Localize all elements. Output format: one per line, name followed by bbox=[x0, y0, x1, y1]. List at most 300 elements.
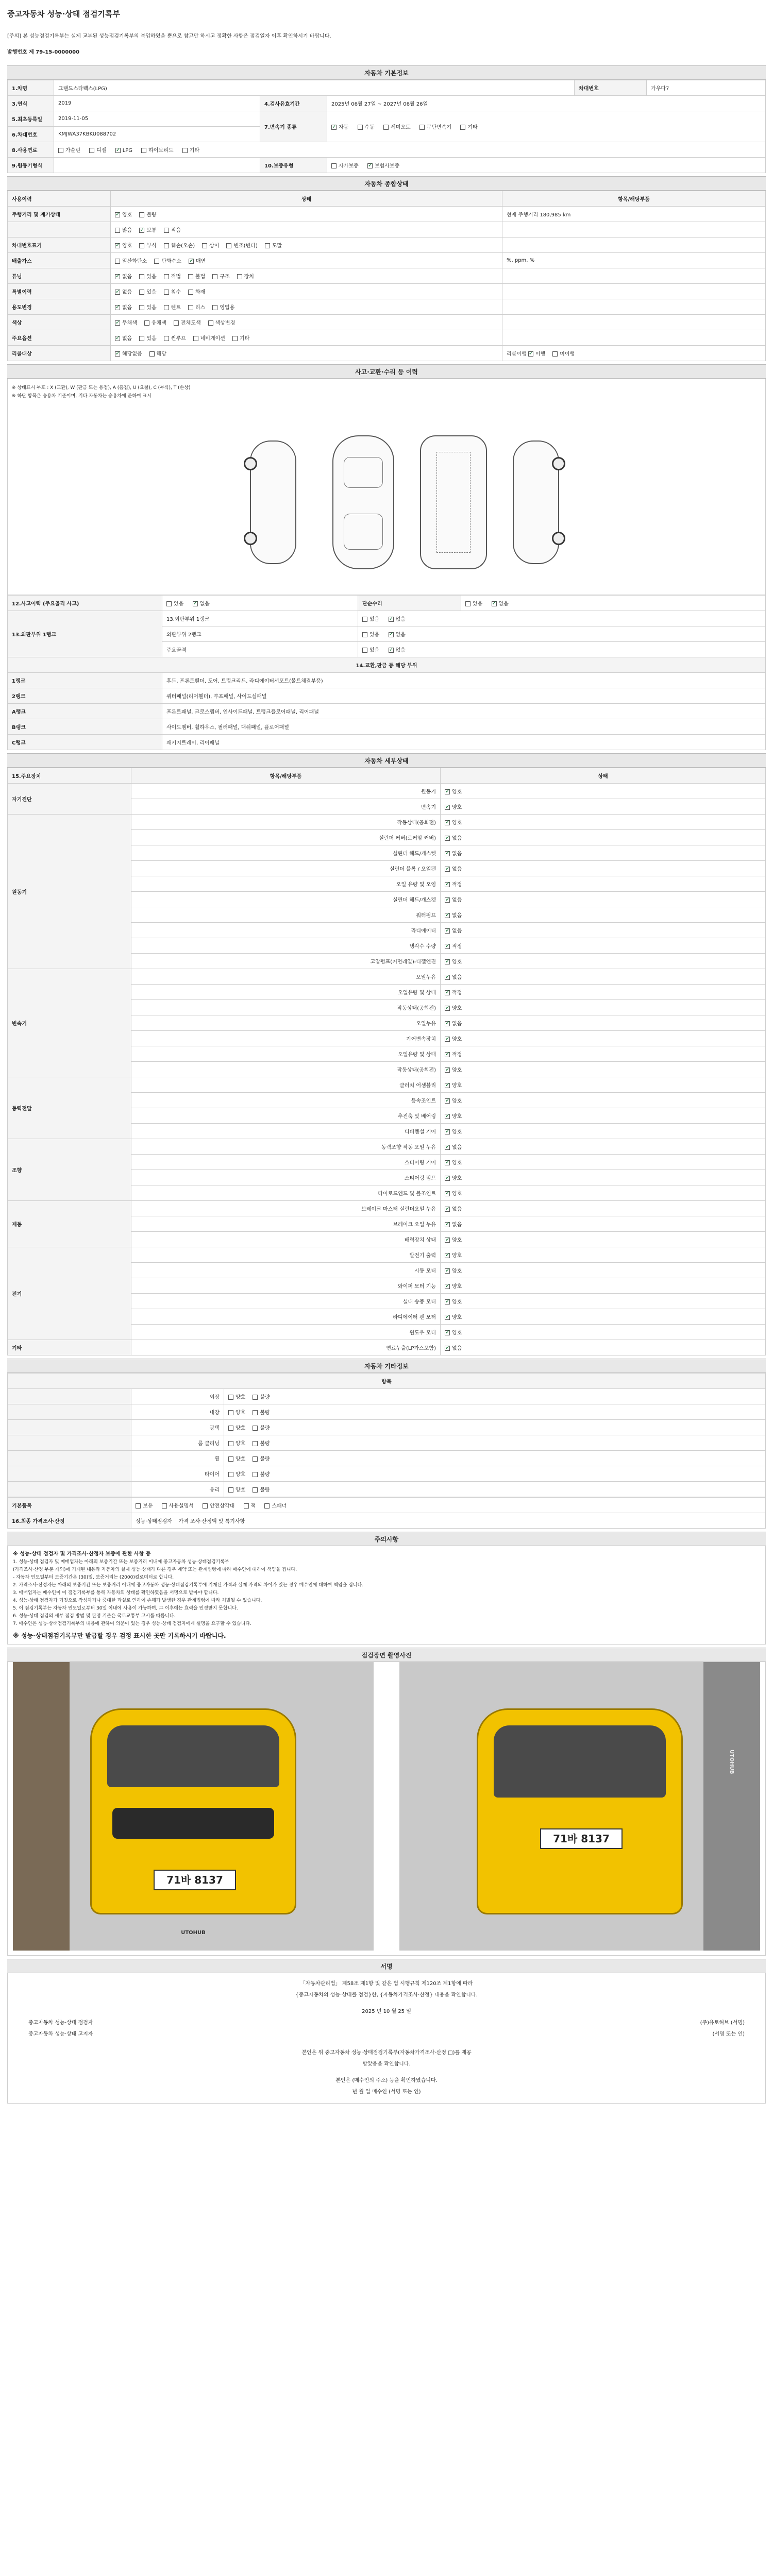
note-line: 5. 이 점검기록부는 자동차 인도일로부터 30일 이내에 사용이 가능하며, 그 이후에는 효력을 인정받지 못합니다. bbox=[13, 1606, 238, 1611]
option-label: 양호 bbox=[452, 1114, 462, 1120]
part-rank: 1랭크 bbox=[8, 673, 162, 688]
checkbox bbox=[228, 1441, 233, 1446]
checkbox bbox=[445, 805, 450, 810]
detail-row bbox=[8, 784, 766, 799]
checkbox bbox=[445, 1330, 450, 1335]
detail-item: 라디에이터 팬 모터 bbox=[131, 1309, 441, 1325]
detail-item: 오일누유 bbox=[131, 969, 441, 985]
sig-line: 「자동차관리법」 제58조 제1항 및 같은 법 시행규칙 제120조 제1항에 따라 bbox=[300, 1981, 473, 1987]
checkbox bbox=[174, 320, 179, 326]
checkbox bbox=[253, 1395, 258, 1400]
accident-label: 단순수리 bbox=[358, 596, 461, 611]
checkbox bbox=[228, 1487, 233, 1493]
option bbox=[445, 1282, 462, 1290]
detail-group: 기타 bbox=[8, 1340, 131, 1355]
option bbox=[228, 1470, 245, 1478]
accident-table bbox=[7, 595, 766, 750]
detail-row bbox=[8, 1340, 766, 1355]
option-label: 양호 bbox=[236, 1487, 246, 1493]
checkbox bbox=[389, 648, 394, 653]
checkbox bbox=[226, 243, 231, 248]
detail-item: 오일유량 및 상태 bbox=[131, 1046, 441, 1062]
option bbox=[445, 880, 462, 888]
checkbox bbox=[445, 1176, 450, 1181]
option-label: 양호 bbox=[452, 1238, 462, 1243]
detail-item: 원동기 bbox=[131, 784, 441, 799]
overall-table bbox=[7, 191, 766, 361]
checkbox bbox=[228, 1395, 233, 1400]
option bbox=[445, 973, 462, 980]
other-row bbox=[8, 1389, 766, 1404]
checkbox bbox=[136, 1503, 141, 1509]
option-label: 있음 bbox=[146, 290, 157, 295]
overall-right bbox=[502, 253, 766, 268]
option-label: 불량 bbox=[146, 212, 157, 218]
overall-options bbox=[111, 253, 502, 268]
overall-row bbox=[8, 299, 766, 315]
overall-options bbox=[111, 284, 502, 299]
detail-item: 브레이크 마스터 실린더오일 누유 bbox=[131, 1201, 441, 1216]
option-label: 변조(변타) bbox=[233, 243, 258, 249]
overall-options bbox=[111, 207, 502, 222]
option bbox=[115, 349, 142, 357]
option bbox=[139, 287, 156, 295]
other-bar: 자동차 기타정보 bbox=[7, 1359, 766, 1373]
header-cell: 상태 bbox=[111, 191, 502, 207]
detail-item: 워터펌프 bbox=[131, 907, 441, 923]
option-label: 양호 bbox=[452, 1006, 462, 1011]
sig-label: 중고자동차 성능·상태 점검자 bbox=[28, 2020, 93, 2026]
detail-status bbox=[441, 861, 766, 876]
basic-items-label: 기본품목 bbox=[8, 1498, 131, 1513]
part-items: 쿼터패널(리어휀더), 루프패널, 사이드실패널 bbox=[162, 688, 766, 704]
accident-sub: 13.외판부위 1랭크 bbox=[162, 611, 358, 626]
option-label: 있음 bbox=[146, 274, 157, 280]
accident-section bbox=[7, 364, 766, 750]
option-label: 불량 bbox=[260, 1472, 270, 1478]
checkbox bbox=[244, 1503, 249, 1509]
checkbox bbox=[139, 243, 144, 248]
checkbox bbox=[445, 1021, 450, 1026]
detail-group: 원동기 bbox=[8, 815, 131, 969]
option bbox=[445, 1004, 462, 1011]
checkbox bbox=[164, 305, 169, 310]
other-status bbox=[224, 1435, 766, 1451]
checkbox bbox=[445, 867, 450, 872]
other-group bbox=[8, 1482, 131, 1497]
checkbox bbox=[445, 836, 450, 841]
detail-status bbox=[441, 1201, 766, 1216]
wheel bbox=[552, 532, 565, 545]
checkbox bbox=[492, 601, 497, 606]
option-label: 적법 bbox=[171, 274, 181, 280]
checkbox bbox=[115, 259, 120, 264]
photos-section bbox=[7, 1648, 766, 1956]
notes-lines bbox=[13, 1558, 760, 1628]
overall-row bbox=[8, 238, 766, 253]
basic-label: 8.사용연료 bbox=[8, 142, 54, 158]
option-label: 불법 bbox=[195, 274, 206, 280]
checkbox bbox=[445, 913, 450, 918]
option bbox=[445, 988, 462, 996]
accident-label: 13.외판부위 1랭크 bbox=[8, 611, 162, 657]
checkbox bbox=[445, 1299, 450, 1304]
option bbox=[174, 318, 201, 326]
front-photo bbox=[13, 1662, 374, 1951]
checkbox bbox=[208, 320, 213, 326]
option-label: 유채색 bbox=[151, 320, 166, 326]
photos-bar: 점검장면 촬영사진 bbox=[7, 1648, 766, 1662]
other-row bbox=[8, 1420, 766, 1435]
option bbox=[445, 787, 462, 795]
detail-item: 변속기 bbox=[131, 799, 441, 815]
header-cell: 15.주요장치 bbox=[8, 768, 131, 784]
checkbox bbox=[188, 274, 193, 279]
option bbox=[445, 1035, 462, 1042]
detail-status bbox=[441, 1108, 766, 1124]
option bbox=[253, 1423, 270, 1431]
option-label: 없음 bbox=[452, 897, 462, 903]
option-label: 불량 bbox=[260, 1487, 270, 1493]
option bbox=[139, 241, 156, 249]
option bbox=[445, 1081, 462, 1089]
detail-status bbox=[441, 907, 766, 923]
accident-options: 있음 ✓ 없음 bbox=[358, 611, 766, 626]
parts-subbar: 14.교환,판금 등 해당 부위 bbox=[8, 657, 766, 673]
detail-group: 조향 bbox=[8, 1139, 131, 1201]
wheel bbox=[552, 457, 565, 470]
sig-line: 년 월 일 매수인 (서명 또는 인) bbox=[352, 2089, 421, 2095]
checkbox bbox=[253, 1441, 258, 1446]
checkbox bbox=[253, 1472, 258, 1477]
overall-right bbox=[502, 268, 766, 284]
checkbox bbox=[419, 125, 425, 130]
checkbox bbox=[445, 1253, 450, 1258]
option bbox=[445, 1158, 462, 1166]
option-label: 양호 bbox=[452, 1330, 462, 1336]
option bbox=[228, 1423, 245, 1431]
checkbox bbox=[331, 163, 337, 168]
detail-status bbox=[441, 1062, 766, 1077]
detail-item: 스티어링 펌프 bbox=[131, 1170, 441, 1185]
checkbox bbox=[552, 351, 558, 357]
option-label: 영업용 bbox=[220, 305, 235, 311]
checkbox bbox=[139, 336, 144, 341]
checkbox bbox=[358, 125, 363, 130]
overall-label: 주행거리 및 계기상태 bbox=[8, 207, 111, 222]
note-line: 2. 가격조사·산정자는 아래의 보증기간 또는 보증거리 이내에 중고자동차 성능·상태점검기록부에 기재된 가격과 실제 가격의 차이가 있는 경우 매수인에 대하여 책임을 집니다. bbox=[13, 1583, 364, 1588]
checkbox bbox=[115, 228, 120, 233]
note-line: 6. 성능·상태 점검의 세부 점검 방법 및 판정 기준은 국토교통부 고시를 따릅니다. bbox=[13, 1614, 176, 1619]
option bbox=[445, 1143, 462, 1150]
checkbox bbox=[164, 336, 169, 341]
other-group bbox=[8, 1404, 131, 1420]
checkbox bbox=[141, 148, 146, 153]
option-label: 구조 bbox=[220, 274, 230, 280]
overall-row bbox=[8, 346, 766, 361]
option-label: 없음 bbox=[122, 290, 132, 295]
overall-options bbox=[111, 299, 502, 315]
checkbox bbox=[232, 336, 238, 341]
overall-right bbox=[502, 330, 766, 346]
checkbox bbox=[115, 274, 120, 279]
option-label: 장치 bbox=[244, 274, 254, 280]
checkbox bbox=[164, 228, 169, 233]
option-label: 양호 bbox=[236, 1441, 246, 1447]
option bbox=[528, 349, 545, 357]
other-item: 내장 bbox=[131, 1404, 224, 1420]
option-label: 불량 bbox=[260, 1426, 270, 1431]
other-item: 외장 bbox=[131, 1389, 224, 1404]
other-row bbox=[8, 1466, 766, 1482]
option-label: 기타 bbox=[239, 336, 250, 342]
wheel bbox=[244, 532, 257, 545]
detail-status bbox=[441, 1031, 766, 1046]
basic-label: 9.원동기형식 bbox=[8, 158, 54, 173]
other-item: 타이어 bbox=[131, 1466, 224, 1482]
detail-item: 스티어링 기어 bbox=[131, 1155, 441, 1170]
option-label: 없음 bbox=[452, 1207, 462, 1212]
wheel bbox=[244, 457, 257, 470]
accident-options: 있음 ✓ 없음 bbox=[162, 596, 358, 611]
option bbox=[445, 834, 462, 841]
option bbox=[115, 210, 132, 218]
option-label: 화재 bbox=[195, 290, 206, 295]
overall-row bbox=[8, 315, 766, 330]
option-label: 이행 bbox=[535, 351, 546, 357]
notes-body bbox=[7, 1546, 766, 1645]
detail-row bbox=[8, 1201, 766, 1216]
option bbox=[445, 818, 462, 826]
detail-status bbox=[441, 1015, 766, 1031]
overall-options bbox=[111, 268, 502, 284]
fuel-options: 가솔린 디젤 ✓ LPG 하이브리드 기타 bbox=[54, 142, 766, 158]
checkbox bbox=[445, 1346, 450, 1351]
option-label: 일산화탄소 bbox=[122, 259, 147, 264]
checkbox bbox=[212, 305, 217, 310]
vin-value: 가우다7 bbox=[647, 80, 766, 96]
checkbox bbox=[164, 274, 169, 279]
checkbox bbox=[115, 336, 120, 341]
option-label: 없음 bbox=[122, 336, 132, 342]
other-table bbox=[7, 1373, 766, 1497]
option bbox=[115, 334, 132, 342]
header-cell: 항목/해당부품 bbox=[502, 191, 766, 207]
detail-status bbox=[441, 1216, 766, 1232]
sig-line: {중고자동차의 성능·상태를 점검}한, {자동차가격조사·산정} 내용을 확인합니다. bbox=[295, 1992, 478, 1998]
option-label: 불량 bbox=[260, 1456, 270, 1462]
checkbox bbox=[164, 290, 169, 295]
option bbox=[188, 272, 205, 280]
checkbox bbox=[445, 990, 450, 995]
basic-value: 2019 bbox=[54, 96, 260, 111]
other-row bbox=[8, 1435, 766, 1451]
car-left-view bbox=[250, 440, 296, 564]
right-value: 180,985 km bbox=[540, 212, 571, 218]
option bbox=[212, 272, 229, 280]
sig-line: 본인은 (매수인의 주소) 등을 확인하였습니다. bbox=[335, 2078, 438, 2083]
checkbox bbox=[228, 1456, 233, 1462]
other-section bbox=[7, 1359, 766, 1529]
option bbox=[445, 1313, 462, 1320]
basic-value: 2019-11-05 bbox=[54, 111, 260, 127]
option bbox=[202, 241, 219, 249]
option-label: 적음 bbox=[171, 228, 181, 233]
overall-label: 주요옵션 bbox=[8, 330, 111, 346]
option bbox=[115, 287, 132, 295]
notes-footer: ※ 성능·상태점검기록부만 발급할 경우 검정 표시한 곳만 기록하시기 바랍니다. bbox=[13, 1632, 226, 1639]
basic-value: 그랜드스타렉스(LPG) bbox=[54, 80, 575, 96]
option-label: 없음 bbox=[452, 836, 462, 841]
basic-label: 6.차대번호 bbox=[8, 127, 54, 142]
detail-status bbox=[441, 1294, 766, 1309]
detail-row bbox=[8, 1139, 766, 1155]
option bbox=[265, 241, 282, 249]
overall-label: 리콜대상 bbox=[8, 346, 111, 361]
option bbox=[445, 1096, 462, 1104]
license-plate: 71바 8137 bbox=[154, 1870, 236, 1890]
detail-item: 작동상태(공회전) bbox=[131, 815, 441, 830]
overall-label: 용도변경 bbox=[8, 299, 111, 315]
checkbox bbox=[166, 601, 172, 606]
option bbox=[253, 1485, 270, 1493]
option-label: 적정 bbox=[452, 882, 462, 888]
other-status bbox=[224, 1404, 766, 1420]
option bbox=[139, 303, 156, 311]
option-label: 상이 bbox=[209, 243, 220, 249]
checkbox bbox=[389, 632, 394, 637]
basic-label: 5.최초등록일 bbox=[8, 111, 54, 127]
option-label: 훼손(오손) bbox=[171, 243, 195, 249]
overall-section bbox=[7, 176, 766, 361]
other-item: 광택 bbox=[131, 1420, 224, 1435]
license-plate: 71바 8137 bbox=[540, 1828, 623, 1849]
basic-value: 2025년 06월 27일 ~ 2027년 06월 26일 bbox=[327, 96, 766, 111]
overall-right bbox=[502, 299, 766, 315]
checkbox bbox=[331, 125, 337, 130]
other-item: 유리 bbox=[131, 1482, 224, 1497]
overall-row bbox=[8, 330, 766, 346]
option-label: 양호 bbox=[452, 1037, 462, 1042]
detail-status bbox=[441, 1139, 766, 1155]
option bbox=[253, 1393, 270, 1400]
option bbox=[228, 1485, 245, 1493]
detail-item: 연료누출(LP가스포함) bbox=[131, 1340, 441, 1355]
overall-label: 튜닝 bbox=[8, 268, 111, 284]
option-label: 없음 bbox=[452, 913, 462, 919]
notes-section bbox=[7, 1532, 766, 1645]
option-label: 없음 bbox=[452, 851, 462, 857]
option bbox=[445, 1065, 462, 1073]
sig-row bbox=[8, 2029, 765, 2040]
detail-item: 오일누유 bbox=[131, 1015, 441, 1031]
basic-table bbox=[7, 80, 766, 173]
brand-text: UTOHUB bbox=[181, 1930, 206, 1936]
pricing-label: 16.최종 가격조사·산정 bbox=[8, 1513, 131, 1529]
option bbox=[445, 1297, 462, 1305]
option-label: 리스 bbox=[195, 305, 206, 311]
checkbox bbox=[445, 820, 450, 825]
overall-row bbox=[8, 207, 766, 222]
option-label: 양호 bbox=[236, 1410, 246, 1416]
detail-item: 디퍼렌셜 기어 bbox=[131, 1124, 441, 1139]
note-line: 3. 매매업자는 매수인이 이 점검기록부를 통해 자동차의 상태를 확인하였음을 서명으로 받아야 합니다. bbox=[13, 1590, 219, 1596]
detail-status bbox=[441, 1325, 766, 1340]
detail-status bbox=[441, 938, 766, 954]
option-label: 양호 bbox=[452, 1067, 462, 1073]
detail-group: 전기 bbox=[8, 1247, 131, 1340]
option bbox=[445, 942, 462, 950]
option-label: 색상변경 bbox=[215, 320, 236, 326]
checkbox bbox=[445, 1160, 450, 1165]
option-label: 없음 bbox=[452, 1021, 462, 1027]
detail-status bbox=[441, 784, 766, 799]
checkbox bbox=[465, 601, 470, 606]
overall-row bbox=[8, 268, 766, 284]
option bbox=[445, 849, 462, 857]
note-line: (가격조사·산정 부분 제외)에 기재된 내용과 자동차의 실제 성능·상태가 다른 경우 계약 또는 관계법령에 따라 매수인에 대하여 책임을 집니다. bbox=[13, 1567, 297, 1572]
option-label: 양호 bbox=[452, 789, 462, 795]
detail-item: 브레이크 오일 누유 bbox=[131, 1216, 441, 1232]
overall-options bbox=[111, 330, 502, 346]
legend-line: ※ 하단 항목은 승용차 기준이며, 기타 자동차는 승용차에 준하여 표시 bbox=[12, 394, 152, 399]
option bbox=[445, 1266, 462, 1274]
van-rear bbox=[477, 1708, 683, 1914]
overall-options bbox=[111, 315, 502, 330]
checkbox bbox=[193, 601, 198, 606]
checkbox bbox=[182, 148, 188, 153]
detail-item: 실린더 헤드/개스켓 bbox=[131, 892, 441, 907]
detail-item: 추진축 및 베어링 bbox=[131, 1108, 441, 1124]
basic-items-options: 보유 사용설명서 안전삼각대 잭 스패너 bbox=[131, 1498, 766, 1513]
checkbox bbox=[265, 243, 270, 248]
option-label: 양호 bbox=[452, 959, 462, 965]
other-group bbox=[8, 1420, 131, 1435]
option bbox=[164, 287, 181, 295]
checkbox bbox=[445, 1037, 450, 1042]
option-label: 양호 bbox=[452, 1160, 462, 1166]
checkbox bbox=[445, 928, 450, 934]
other-group bbox=[8, 1466, 131, 1482]
detail-item: 작동상태(공회전) bbox=[131, 1062, 441, 1077]
checkbox bbox=[445, 851, 450, 856]
checkbox bbox=[115, 320, 120, 326]
option-label: 전체도색 bbox=[180, 320, 201, 326]
option-label: 부식 bbox=[146, 243, 157, 249]
option bbox=[445, 1189, 462, 1197]
option bbox=[164, 241, 195, 249]
overall-label: 배출가스 bbox=[8, 253, 111, 268]
detail-item: 실린더 커버(로커암 커버) bbox=[131, 830, 441, 845]
detail-status bbox=[441, 1046, 766, 1062]
checkbox bbox=[144, 320, 149, 326]
other-status bbox=[224, 1466, 766, 1482]
vin-label: 차대번호 bbox=[575, 80, 647, 96]
checkbox bbox=[445, 1145, 450, 1150]
detail-status bbox=[441, 1093, 766, 1108]
accident-options: 있음 ✓ 없음 bbox=[358, 642, 766, 657]
option bbox=[115, 257, 147, 264]
checkbox bbox=[445, 897, 450, 903]
part-rank: C랭크 bbox=[8, 735, 162, 750]
option bbox=[139, 334, 156, 342]
checkbox bbox=[115, 243, 120, 248]
option-label: 양호 bbox=[452, 1268, 462, 1274]
option bbox=[164, 334, 186, 342]
accident-sub: 주요골격 bbox=[162, 642, 358, 657]
option bbox=[208, 318, 236, 326]
overall-right bbox=[502, 238, 766, 253]
